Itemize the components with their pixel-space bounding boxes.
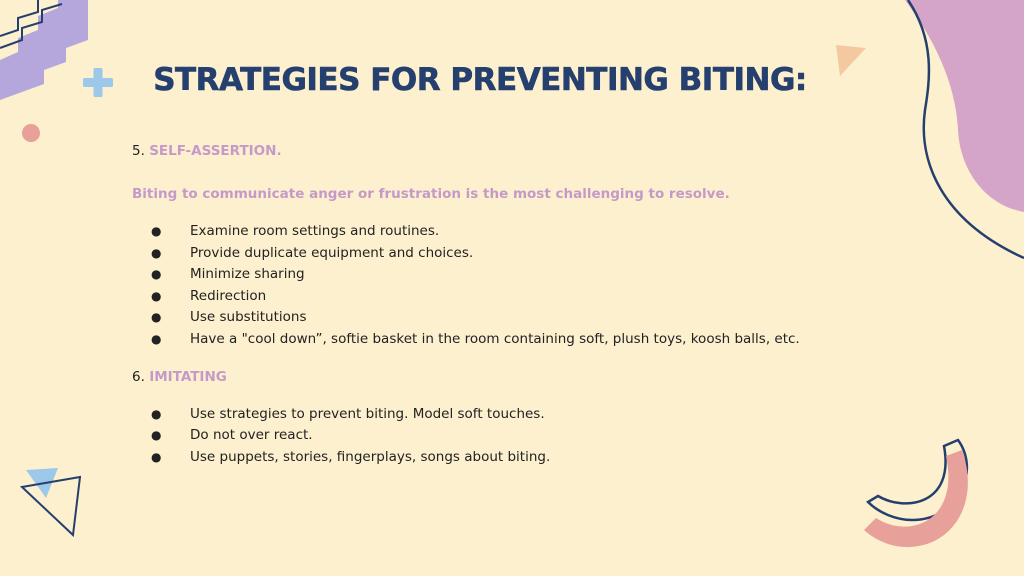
slide-content: [132, 141, 892, 468]
section-6-heading: [132, 367, 892, 387]
list-item-text: Minimize sharing: [190, 266, 305, 283]
list-item: [132, 307, 892, 329]
section-5-heading: [132, 141, 892, 161]
list-item: [132, 221, 892, 243]
list-item-text: Examine room settings and routines.: [190, 223, 440, 239]
list-item: [132, 243, 892, 265]
list-item: [132, 447, 892, 469]
list-item: [132, 264, 892, 286]
section-5-list: [132, 221, 892, 351]
list-item-text: Have a "cool down”, softie basket in the room containing soft, plush toys, koosh balls, etc.: [190, 330, 800, 347]
bullet-icon: ●: [151, 406, 162, 421]
bullet-icon: ●: [151, 267, 162, 282]
list-item-text: Use substitutions: [190, 309, 307, 326]
section-5-intro: Biting to communicate anger or frustration is the most challenging to resolve.: [132, 186, 730, 202]
coral-dot-shape: [22, 124, 40, 142]
list-item: [132, 286, 892, 308]
bullet-icon: ●: [151, 245, 162, 260]
navy-triangle-outline: [22, 477, 80, 535]
section-5-number: 5.: [132, 143, 145, 159]
list-item-text: Provide duplicate equipment and choices.: [190, 244, 474, 261]
list-item: [132, 404, 892, 426]
list-item: [132, 425, 892, 447]
bullet-icon: ●: [151, 224, 162, 238]
list-item-text: Redirection: [190, 287, 267, 304]
list-item-text: Use strategies to prevent biting. Model soft touches.: [190, 405, 545, 422]
section-5-label: SELF-ASSERTION.: [149, 143, 282, 159]
list-item-text: Do not over react.: [190, 427, 313, 444]
list-item-text: Use puppets, stories, fingerplays, songs about biting.: [190, 448, 551, 465]
slide-title: STRATEGIES FOR PREVENTING BITING:: [153, 62, 807, 98]
list-item: [132, 329, 892, 351]
bullet-icon: ●: [151, 310, 162, 325]
bullet-icon: ●: [151, 428, 162, 443]
section-6-list: [132, 404, 892, 469]
section-6-label: IMITATING: [149, 368, 227, 385]
bullet-icon: ●: [151, 449, 162, 464]
bullet-icon: ●: [151, 331, 162, 346]
bullet-icon: ●: [151, 288, 162, 303]
section-6-number: 6.: [132, 368, 145, 385]
